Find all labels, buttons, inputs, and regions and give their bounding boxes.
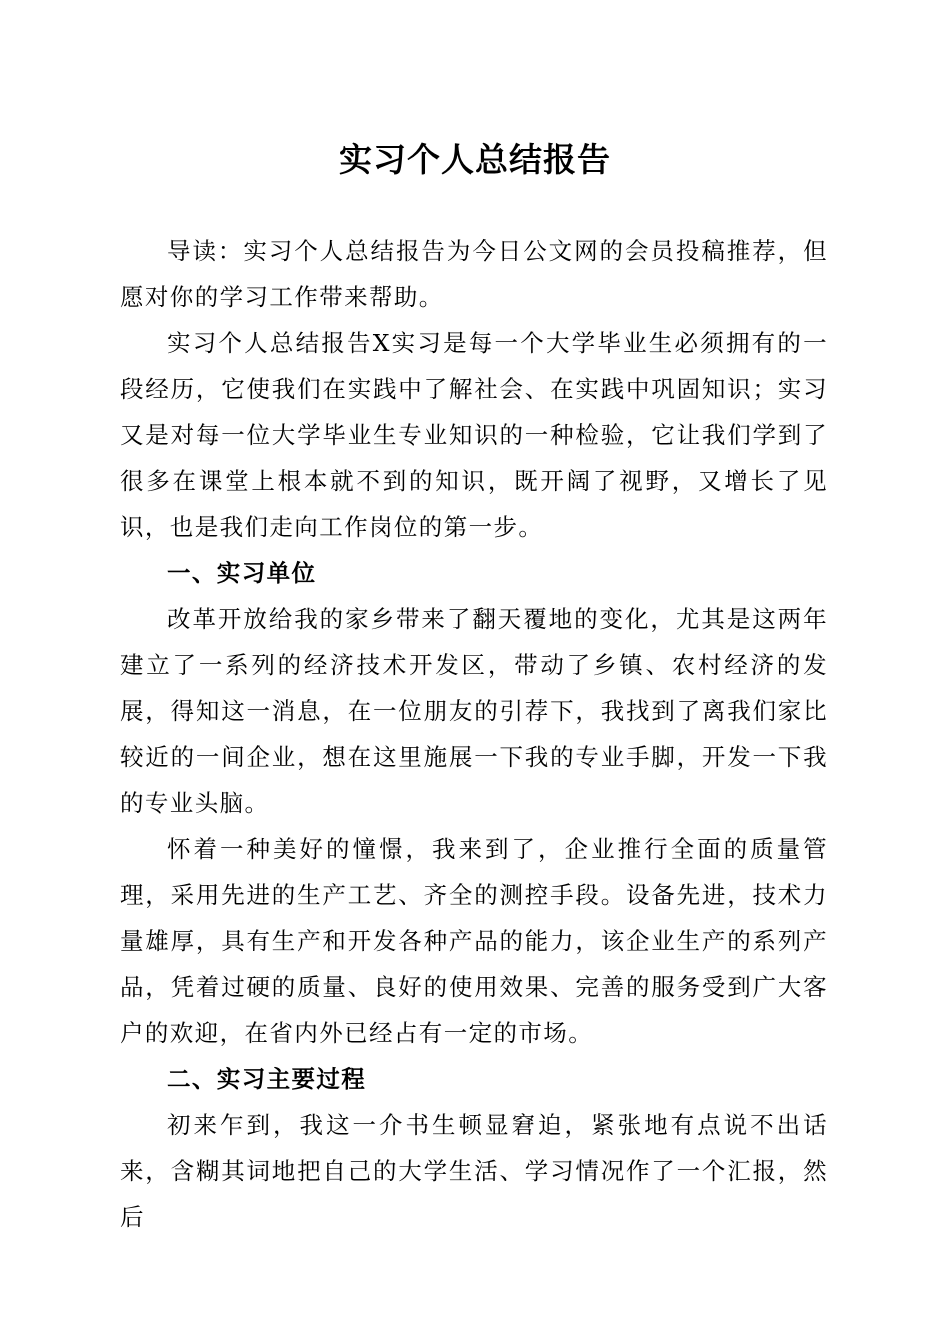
body-paragraph-2: 改革开放给我的家乡带来了翻天覆地的变化，尤其是这两年建立了一系列的经济技术开发区，带动了乡镇、农村经济的发展，得知这一消息，在一位朋友的引荐下，我找到了离我们家比较近的一间企业，想在这里施展一下我的专业手脚，开发一下我的专业头脑。 xyxy=(120,605,828,817)
intro-paragraph: 导读：实习个人总结报告为今日公文网的会员投稿推荐，但愿对你的学习工作带来帮助。 xyxy=(120,237,828,311)
section-heading-internship-unit: 一、实习单位 xyxy=(167,559,317,587)
document-body xyxy=(120,228,828,1240)
body-paragraph-1: 实习个人总结报告X实习是每一个大学毕业生必须拥有的一段经历，它使我们在实践中了解社会、在实践中巩固知识；实习又是对每一位大学毕业生专业知识的一种检验，它让我们学到了很多在课堂上根本就不到的知识，既开阔了视野，又增长了见识，也是我们走向工作岗位的第一步。 xyxy=(120,329,828,541)
document-title: 实习个人总结报告 xyxy=(339,140,611,179)
body-paragraph-3: 怀着一种美好的憧憬，我来到了，企业推行全面的质量管理，采用先进的生产工艺、齐全的测控手段。设备先进，技术力量雄厚，具有生产和开发各种产品的能力，该企业生产的系列产品，凭着过硬的质量、良好的使用效果、完善的服务受到广大客户的欢迎，在省内外已经占有一定的市场。 xyxy=(120,835,828,1047)
section-heading-main-process: 二、实习主要过程 xyxy=(167,1065,367,1093)
body-paragraph-4: 初来乍到，我这一介书生顿显窘迫，紧张地有点说不出话来，含糊其词地把自己的大学生活、学习情况作了一个汇报，然后 xyxy=(120,1111,828,1231)
